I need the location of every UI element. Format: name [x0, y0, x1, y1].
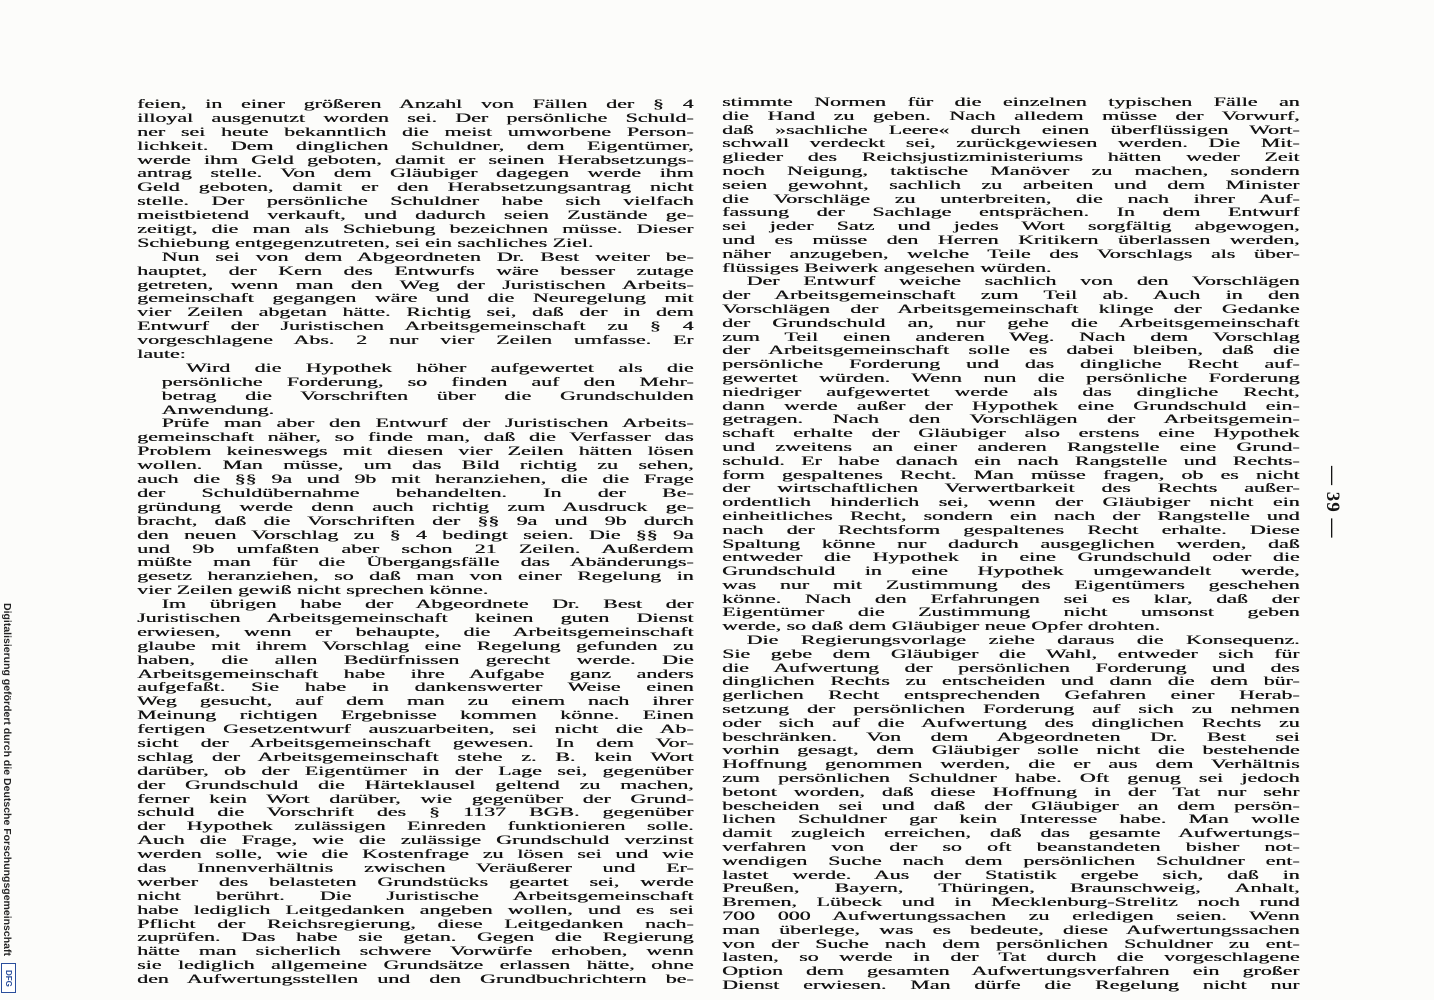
- text-line: schlag der Arbeitsgemeinschaft stehe z. B. kein Wort: [137, 750, 694, 764]
- text-line: vorhin gesagt, dem Gläubiger solle nicht die bestehende: [722, 744, 1300, 758]
- text-line: und zweitens an einer anderen Rangstelle eine Grund-: [722, 440, 1300, 454]
- text-line: lasten, so werde in der Tat durch die vorgeschlagene: [722, 951, 1300, 965]
- text-line: Geld geboten, damit er den Herabsetzungsantrag nicht: [137, 181, 694, 195]
- text-line: laute:: [137, 348, 186, 362]
- text-line: zuprüfen. Das habe sie getan. Gegen die Regierung: [137, 931, 694, 945]
- text-line: entweder die Hypothek in eine Grundschuld oder die: [722, 551, 1300, 565]
- text-line: sicht der Arbeitsgemeinschaft gewesen. In dem Vor-: [137, 736, 694, 750]
- text-line: müßte man für die Übergangsfälle das Abänderungs-: [137, 556, 694, 570]
- text-line: fassung der Sachlage entsprächen. In dem Entwurf: [722, 206, 1300, 220]
- text-line: vier Zeilen gewiß nicht sprechen könne.: [137, 584, 489, 598]
- text-line: der Hypothek zulässigen Einreden funktionieren solle.: [137, 820, 694, 834]
- text-line: gemeinschaft gegangen wäre und die Neuregelung mit: [137, 292, 694, 306]
- text-line: werde ihm Geld geboten, damit er seinen Herabsetzungs-: [137, 153, 694, 167]
- text-line: gesetz heranziehen, so daß man von einer Regelung in: [137, 570, 694, 584]
- text-line: beschränken. Von dem Abgeordneten Dr. Best sei: [722, 730, 1300, 744]
- text-line: Pflicht der Reichsregierung, diese Leitgedanken nach-: [137, 917, 694, 931]
- text-line: Juristischen Arbeitsgemeinschaft keinen guten Dienst: [137, 611, 694, 625]
- text-line: glaube mit ihrem Vorschlag eine Regelung gefunden zu: [137, 639, 694, 653]
- text-line: ner sei heute bekanntlich die meist umworbene Person-: [137, 125, 694, 139]
- text-line: auch die §§ 9a und 9b mit heranziehen, die die Frage: [137, 473, 694, 487]
- text-line: der Arbeitsgemeinschaft zum Teil ab. Auch in den: [722, 289, 1300, 303]
- text-line: Bremen, Lübeck und in Mecklenburg-Strelitz noch rund: [722, 896, 1300, 910]
- text-line: der wirtschaftlichen Verwertbarkeit des Rechts außer-: [722, 482, 1300, 496]
- text-column-right: [722, 96, 1300, 993]
- text-line: Im übrigen habe der Abgeordnete Dr. Best der: [161, 598, 694, 612]
- text-line: zum Teil einen anderen Weg. Nach dem Vorschlag: [722, 330, 1300, 344]
- text-line: flüssiges Beiwerk angesehen würden.: [722, 261, 1052, 275]
- text-line: der Grundschuld die Härteklausel geltend zu machen,: [137, 778, 694, 792]
- text-line: verfahren von der so oft beanstandeten bisher not-: [722, 841, 1300, 855]
- text-line: wendigen Suche nach dem persönlichen Schuldner ent-: [722, 854, 1300, 868]
- text-line: betont worden, daß diese Hoffnung in der Tat nur sehr: [722, 785, 1300, 799]
- text-line: das Innenverhältnis zwischen Veräußerer und Er-: [137, 861, 694, 875]
- text-line: Weg gesucht, auf dem man zu einem nach ihrer: [137, 695, 694, 709]
- text-line: und es müsse den Herren Kritikern überlassen werden,: [722, 233, 1300, 247]
- text-line: aufgefaßt. Sie habe in dankenswerter Weise einen: [137, 681, 694, 695]
- text-line: sie lediglich allgemeine Grundsätze erlassen hätte, ohne: [137, 959, 694, 973]
- text-line: was nur mit Zustimmung des Eigentümers geschehen: [722, 578, 1300, 592]
- text-line: schwall verdeckt sei, zurückgewiesen werden. Die Mit-: [722, 137, 1300, 151]
- text-line: persönliche Forderung, so finden auf den Mehr-: [161, 375, 694, 389]
- text-line: Nun sei von dem Abgeordneten Dr. Best weiter be-: [161, 250, 694, 264]
- text-line: werde, so daß dem Gläubiger neue Opfer drohten.: [722, 620, 1160, 634]
- text-line: Schiebung entgegenzutreten, sei ein sachliches Ziel.: [137, 236, 594, 250]
- text-line: stelle. Der persönliche Schuldner habe sich vielfach: [137, 195, 694, 209]
- text-line: antrag stelle. Von dem Gläubiger dagegen werde ihm: [137, 167, 694, 181]
- text-line: Problem keineswegs mit diesen vier Zeilen hätten lösen: [137, 445, 694, 459]
- text-line: werden solle, wie die Kostenfrage zu lösen sei und wie: [137, 848, 694, 862]
- text-line: der Grundschuld an, nur gehe die Arbeitsgemeinschaft: [722, 316, 1300, 330]
- text-column-left: [137, 98, 694, 987]
- text-line: getragen. Nach den Vorschlägen der Arbeitsgemein-: [722, 413, 1300, 427]
- text-line: den neuen Vorschlag zu § 4 bedingt seien. Die §§ 9a: [137, 528, 694, 542]
- digitization-credit: Digitalisierung gefördert durch die Deutsche Forschungsgemeinschaft: [1, 603, 13, 956]
- text-line: Die Regierungsvorlage ziehe daraus die Konsequenz.: [746, 634, 1300, 648]
- text-line: Der Entwurf weiche sachlich von den Vorschlägen: [746, 275, 1300, 289]
- text-line: ferner kein Wort darüber, wie gegenüber der Grund-: [137, 792, 694, 806]
- text-line: betrag die Vorschriften über die Grundschulden: [161, 389, 694, 403]
- text-line: feien, in einer größeren Anzahl von Fällen der § 4: [137, 98, 694, 111]
- text-line: schuld. Er habe danach ein nach Rangstelle und Rechts-: [722, 454, 1300, 468]
- text-line: lastet werde. Aus der Statistik ergebe sich, daß in: [722, 868, 1300, 882]
- text-line: illoyal ausgenutzt worden sei. Der persönliche Schuld-: [137, 111, 694, 125]
- text-line: könne. Nach den Erfahrungen sei es klar, daß der: [722, 592, 1300, 606]
- text-line: die Vorschläge zu unterbreiten, die nach ihrer Auf-: [722, 192, 1300, 206]
- dfg-logo: DFG: [1, 963, 16, 993]
- text-line: nicht berührt. Die Juristische Arbeitsgemeinschaft: [137, 889, 694, 903]
- text-line: schuld die Vorschrift des § 1137 BGB. gegenüber: [137, 806, 694, 820]
- text-line: den Aufwertungsstellen und den Grundbuchrichtern be-: [137, 973, 694, 987]
- text-line: zum persönlichen Schuldner habe. Oft genug sei jedoch: [722, 772, 1300, 786]
- text-line: Option dem gesamten Aufwertungsverfahren ein großer: [722, 965, 1300, 979]
- text-line: gerlichen Recht entsprechenden Gefahren einer Herab-: [722, 689, 1300, 703]
- text-line: Eigentümer die Zustimmung nicht umsonst geben: [722, 606, 1300, 620]
- text-line: seien gewohnt, sachlich zu arbeiten und dem Minister: [722, 178, 1300, 192]
- text-line: wollen. Man müsse, um das Bild richtig zu sehen,: [137, 459, 694, 473]
- text-line: vier Zeilen abgetan hätte. Richtig sei, daß der in dem: [137, 306, 694, 320]
- text-line: ordentlich hinderlich sei, wenn der Gläubiger nicht ein: [722, 496, 1300, 510]
- text-line: niedriger aufgewertet werde als das dingliche Recht,: [722, 385, 1300, 399]
- text-line: damit zugleich erreichen, daß das gesamte Aufwertungs-: [722, 827, 1300, 841]
- text-line: lichkeit. Dem dinglichen Schuldner, dem Eigentümer,: [137, 139, 694, 153]
- text-line: haben, die allen Bedürfnissen gerecht werde. Die: [137, 653, 694, 667]
- text-line: Arbeitsgemeinschaft habe ihre Aufgabe ganz anders: [137, 667, 694, 681]
- text-line: Spaltung könne nur dadurch ausgeglichen werden, daß: [722, 537, 1300, 551]
- text-line: bracht, daß die Vorschriften der §§ 9a und 9b durch: [137, 514, 694, 528]
- text-line: darüber, ob der Eigentümer in der Lage sei, gegenüber: [137, 764, 694, 778]
- text-line: nach der Rechtsform gespaltenes Recht erhalte. Diese: [722, 523, 1300, 537]
- text-line: dann werde außer der Hypothek eine Grundschuld ein-: [722, 399, 1300, 413]
- text-line: und 9b umfaßten aber schon 21 Zeilen. Außerdem: [137, 542, 694, 556]
- text-line: näher anzugeben, welche Teile des Vorschlags als über-: [722, 247, 1300, 261]
- text-line: setzung der persönlichen Forderung auf sich zu nehmen: [722, 703, 1300, 717]
- text-line: Sie gebe dem Gläubiger die Wahl, entweder sich für: [722, 647, 1300, 661]
- text-line: man überlege, was es bedeute, diese Aufwertungssachen: [722, 923, 1300, 937]
- text-line: schaft erhalte der Gläubiger also erstens eine Hypothek: [722, 427, 1300, 441]
- text-line: vorgeschlagene Abs. 2 nur vier Zeilen umfasse. Er: [137, 334, 694, 348]
- text-line: Hoffnung genommen werden, die er aus dem Verhältnis: [722, 758, 1300, 772]
- text-line: zeitigt, die man als Schiebung bezeichnen müsse. Dieser: [137, 223, 694, 237]
- text-line: Entwurf der Juristischen Arbeitsgemeinschaft zu § 4: [137, 320, 694, 334]
- text-line: habe lediglich Leitgedanken angeben wollen, und es sei: [137, 903, 694, 917]
- text-line: bescheiden sei und daß der Gläubiger an dem persön-: [722, 799, 1300, 813]
- text-line: dinglichen Rechts zu entscheiden und dann die dem bür-: [722, 675, 1300, 689]
- text-line: erwiesen, wenn er behaupte, die Arbeitsgemeinschaft: [137, 625, 694, 639]
- text-line: Vorschlägen der Arbeitsgemeinschaft klinge der Gedanke: [722, 302, 1300, 316]
- text-line: der Arbeitsgemeinschaft solle es dabei bleiben, daß die: [722, 344, 1300, 358]
- text-line: Prüfe man aber den Entwurf der Juristischen Arbeits-: [161, 417, 694, 431]
- text-line: Dienst erwiesen. Man dürfe die Regelung nicht nur: [722, 979, 1300, 992]
- text-line: die Hand zu geben. Nach alledem müsse der Vorwurf,: [722, 109, 1300, 123]
- text-line: glieder des Reichsjustizministeriums hätten weder Zeit: [722, 151, 1300, 165]
- text-line: fertigen Gesetzentwurf auszuarbeiten, sei nicht die Ab-: [137, 723, 694, 737]
- text-line: gründung werde denn auch richtig zum Ausdruck ge-: [137, 500, 694, 514]
- text-line: Auch die Frage, wie die zulässige Grundschuld verzinst: [137, 834, 694, 848]
- text-line: hauptet, der Kern des Entwurfs wäre besser zutage: [137, 264, 694, 278]
- text-line: oder sich auf die Aufwertung des dinglichen Rechts zu: [722, 716, 1300, 730]
- text-line: daß »sachliche Leere« durch einen überflüssigen Wort-: [722, 123, 1300, 137]
- text-line: persönliche Forderung und das dingliche Recht auf-: [722, 358, 1300, 372]
- text-line: von der Suche nach dem persönlichen Schuldner zu ent-: [722, 937, 1300, 951]
- text-line: der Schuldübernahme behandelten. In der Be-: [137, 486, 694, 500]
- text-line: Meinung richtigen Ergebnisse kommen könne. Einen: [137, 709, 694, 723]
- text-line: sei jeder Satz und jedes Wort sorgfältig abgewogen,: [722, 220, 1300, 234]
- text-line: die Aufwertung der persönlichen Forderung und des: [722, 661, 1300, 675]
- text-line: werber des belasteten Grundstücks geartet sei, werde: [137, 875, 694, 889]
- text-line: Wird die Hypothek höher aufgewertet als die: [186, 361, 694, 375]
- text-line: noch Neigung, taktische Manöver zu machen, sondern: [722, 164, 1300, 178]
- text-line: Preußen, Bayern, Thüringen, Braunschweig, Anhalt,: [722, 882, 1300, 896]
- text-line: form gespaltenes Recht. Man müsse fragen, ob es nicht: [722, 468, 1300, 482]
- text-line: 700 000 Aufwertungssachen zu erledigen seien. Wenn: [722, 910, 1300, 924]
- text-line: gewertet würden. Wenn nun die persönliche Forderung: [722, 371, 1300, 385]
- text-line: hätte man sicherlich schwere Vorwürfe erhoben, wenn: [137, 945, 694, 959]
- text-line: stimmte Normen für die einzelnen typischen Fälle an: [722, 96, 1300, 109]
- page-number: — 39 —: [1322, 466, 1343, 539]
- text-line: getreten, wenn man den Weg der Juristischen Arbeits-: [137, 278, 694, 292]
- text-line: gemeinschaft näher, so finde man, daß die Verfasser das: [137, 431, 694, 445]
- text-line: Anwendung.: [161, 403, 274, 417]
- text-line: meistbietend verkauft, und dadurch seien Zustände ge-: [137, 209, 694, 223]
- text-line: einheitliches Recht, sondern ein nach der Rangstelle und: [722, 509, 1300, 523]
- text-line: Grundschuld in eine Hypothek umgewandelt werde,: [722, 565, 1300, 579]
- text-line: lichen Schuldner gar kein Interesse habe. Man wolle: [722, 813, 1300, 827]
